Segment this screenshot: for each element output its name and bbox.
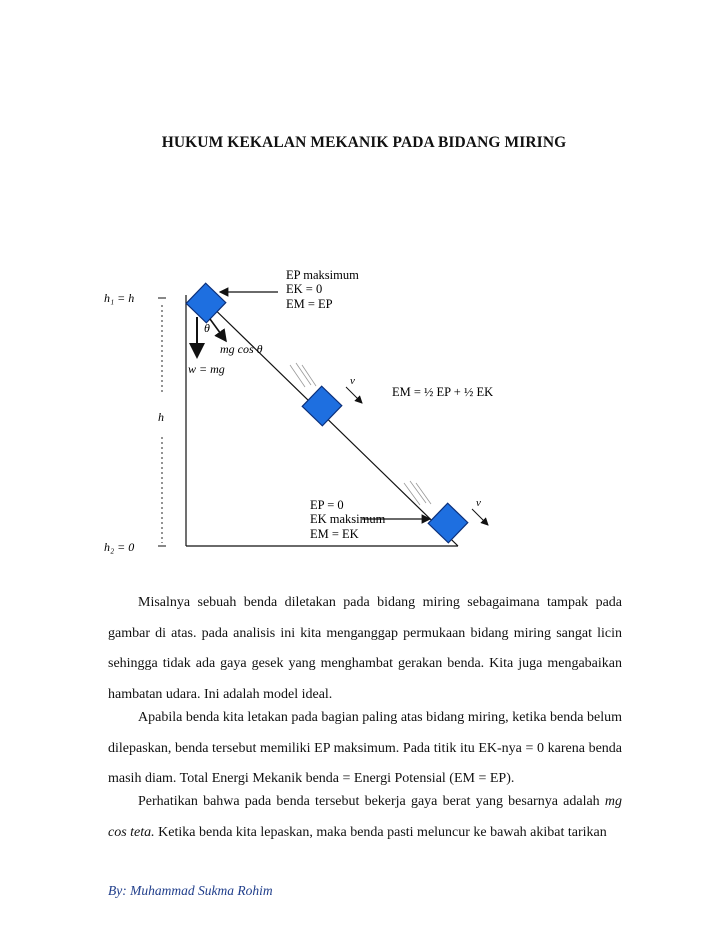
bottom-state-ek: EK maksimum [310,512,386,526]
theta-label: θ [204,321,210,335]
velocity-label-middle: v [350,375,355,387]
block-top [186,283,226,323]
paragraph-3 [108,787,622,848]
paragraph-2-text: Apabila benda kita letakan pada bagian paling atas bidang miring, ketika benda belum dilepaskan, benda tersebut memiliki EP maksimum. Pada titik itu EK-nya = 0 karena benda masih diam. Total Energi Mekanik benda = Energi Potensial (EM = EP). [108,710,622,786]
motion-lines-middle [290,363,316,387]
velocity-arrow-middle [346,387,362,403]
footer-author: By: Muhammad Sukma Rohim [108,883,273,898]
middle-state-label: EM = ½ EP + ½ EK [392,385,494,399]
mg-cos-arrow [210,319,226,341]
block-bottom [428,503,468,543]
h-label: h [158,410,164,424]
inclined-plane-diagram [100,255,530,565]
paragraph-3-text-b: Ketika benda kita lepaskan, maka benda pasti meluncur ke bawah akibat tarikan [154,824,607,840]
h2-label: h₂ = 0 [104,540,135,554]
top-state-ek: EK = 0 [286,282,323,296]
paragraph-3-text-a: Perhatikan bahwa pada benda tersebut bekerja gaya berat yang besarnya adalah [138,794,605,809]
paragraph-2 [108,703,622,795]
mg-cos-label: mg cos θ [220,342,263,356]
paragraph-3-italic: mg cos teta. [108,794,622,840]
velocity-label-bottom: v [476,497,481,509]
velocity-arrow-bottom [472,509,488,525]
block-middle [302,386,342,426]
h1-label: h₁ = h [104,291,135,305]
top-state-ep: EP maksimum [286,268,359,282]
paragraph-1-text: Misalnya sebuah benda diletakan pada bidang miring sebagaimana tampak pada gambar di atas. pada analisis ini kita menganggap permukaan bidang miring sangat licin sehingga tidak ada gaya gesek yang menghambat gerakan benda. Kita juga mengabaikan hambatan udara. Ini adalah model ideal. [108,595,622,702]
motion-lines-bottom [404,481,431,505]
weight-label: w = mg [188,362,225,376]
bottom-state-em: EM = EK [310,527,359,541]
bottom-state-ep: EP = 0 [310,498,344,512]
top-state-em: EM = EP [286,297,333,311]
page-title: HUKUM KEKALAN MEKANIK PADA BIDANG MIRING [161,134,567,151]
paragraph-1 [108,588,622,710]
